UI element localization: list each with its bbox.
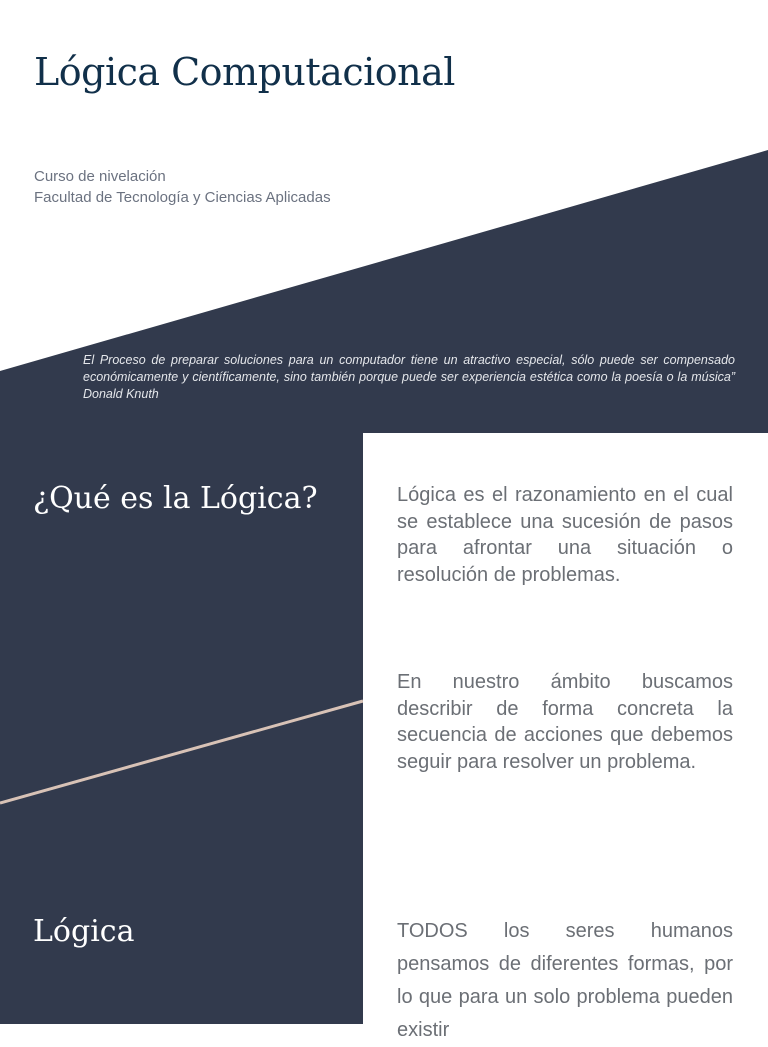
knuth-quote: El Proceso de preparar soluciones para un computador tiene un atractivo especial, sólo puede ser compensado económicamente y científicamente, sino también porque puede ser experiencia estética como la poesía o la música” Donald Knuth [83, 353, 735, 401]
section-paragraph: En nuestro ámbito buscamos describir de forma concreta la secuencia de acciones que debemos seguir para resolver un problema. [397, 671, 733, 773]
subtitle-block [34, 166, 331, 208]
section-paragraph: TODOS los seres humanos pensamos de diferentes formas, por lo que para un solo problema pueden existir [397, 920, 733, 1041]
section-paragraph: Lógica es el razonamiento en el cual se establece una sucesión de pasos para afrontar una situación o resolución de problemas. [397, 484, 733, 586]
section-heading-what-is-logic: ¿Qué es la Lógica? [33, 481, 318, 516]
section-heading-logic: Lógica [33, 914, 135, 949]
course-name: Curso de nivelación [34, 168, 166, 185]
faculty-name: Facultad de Tecnología y Ciencias Aplicadas [34, 189, 331, 206]
document-title: Lógica Computacional [34, 50, 455, 94]
